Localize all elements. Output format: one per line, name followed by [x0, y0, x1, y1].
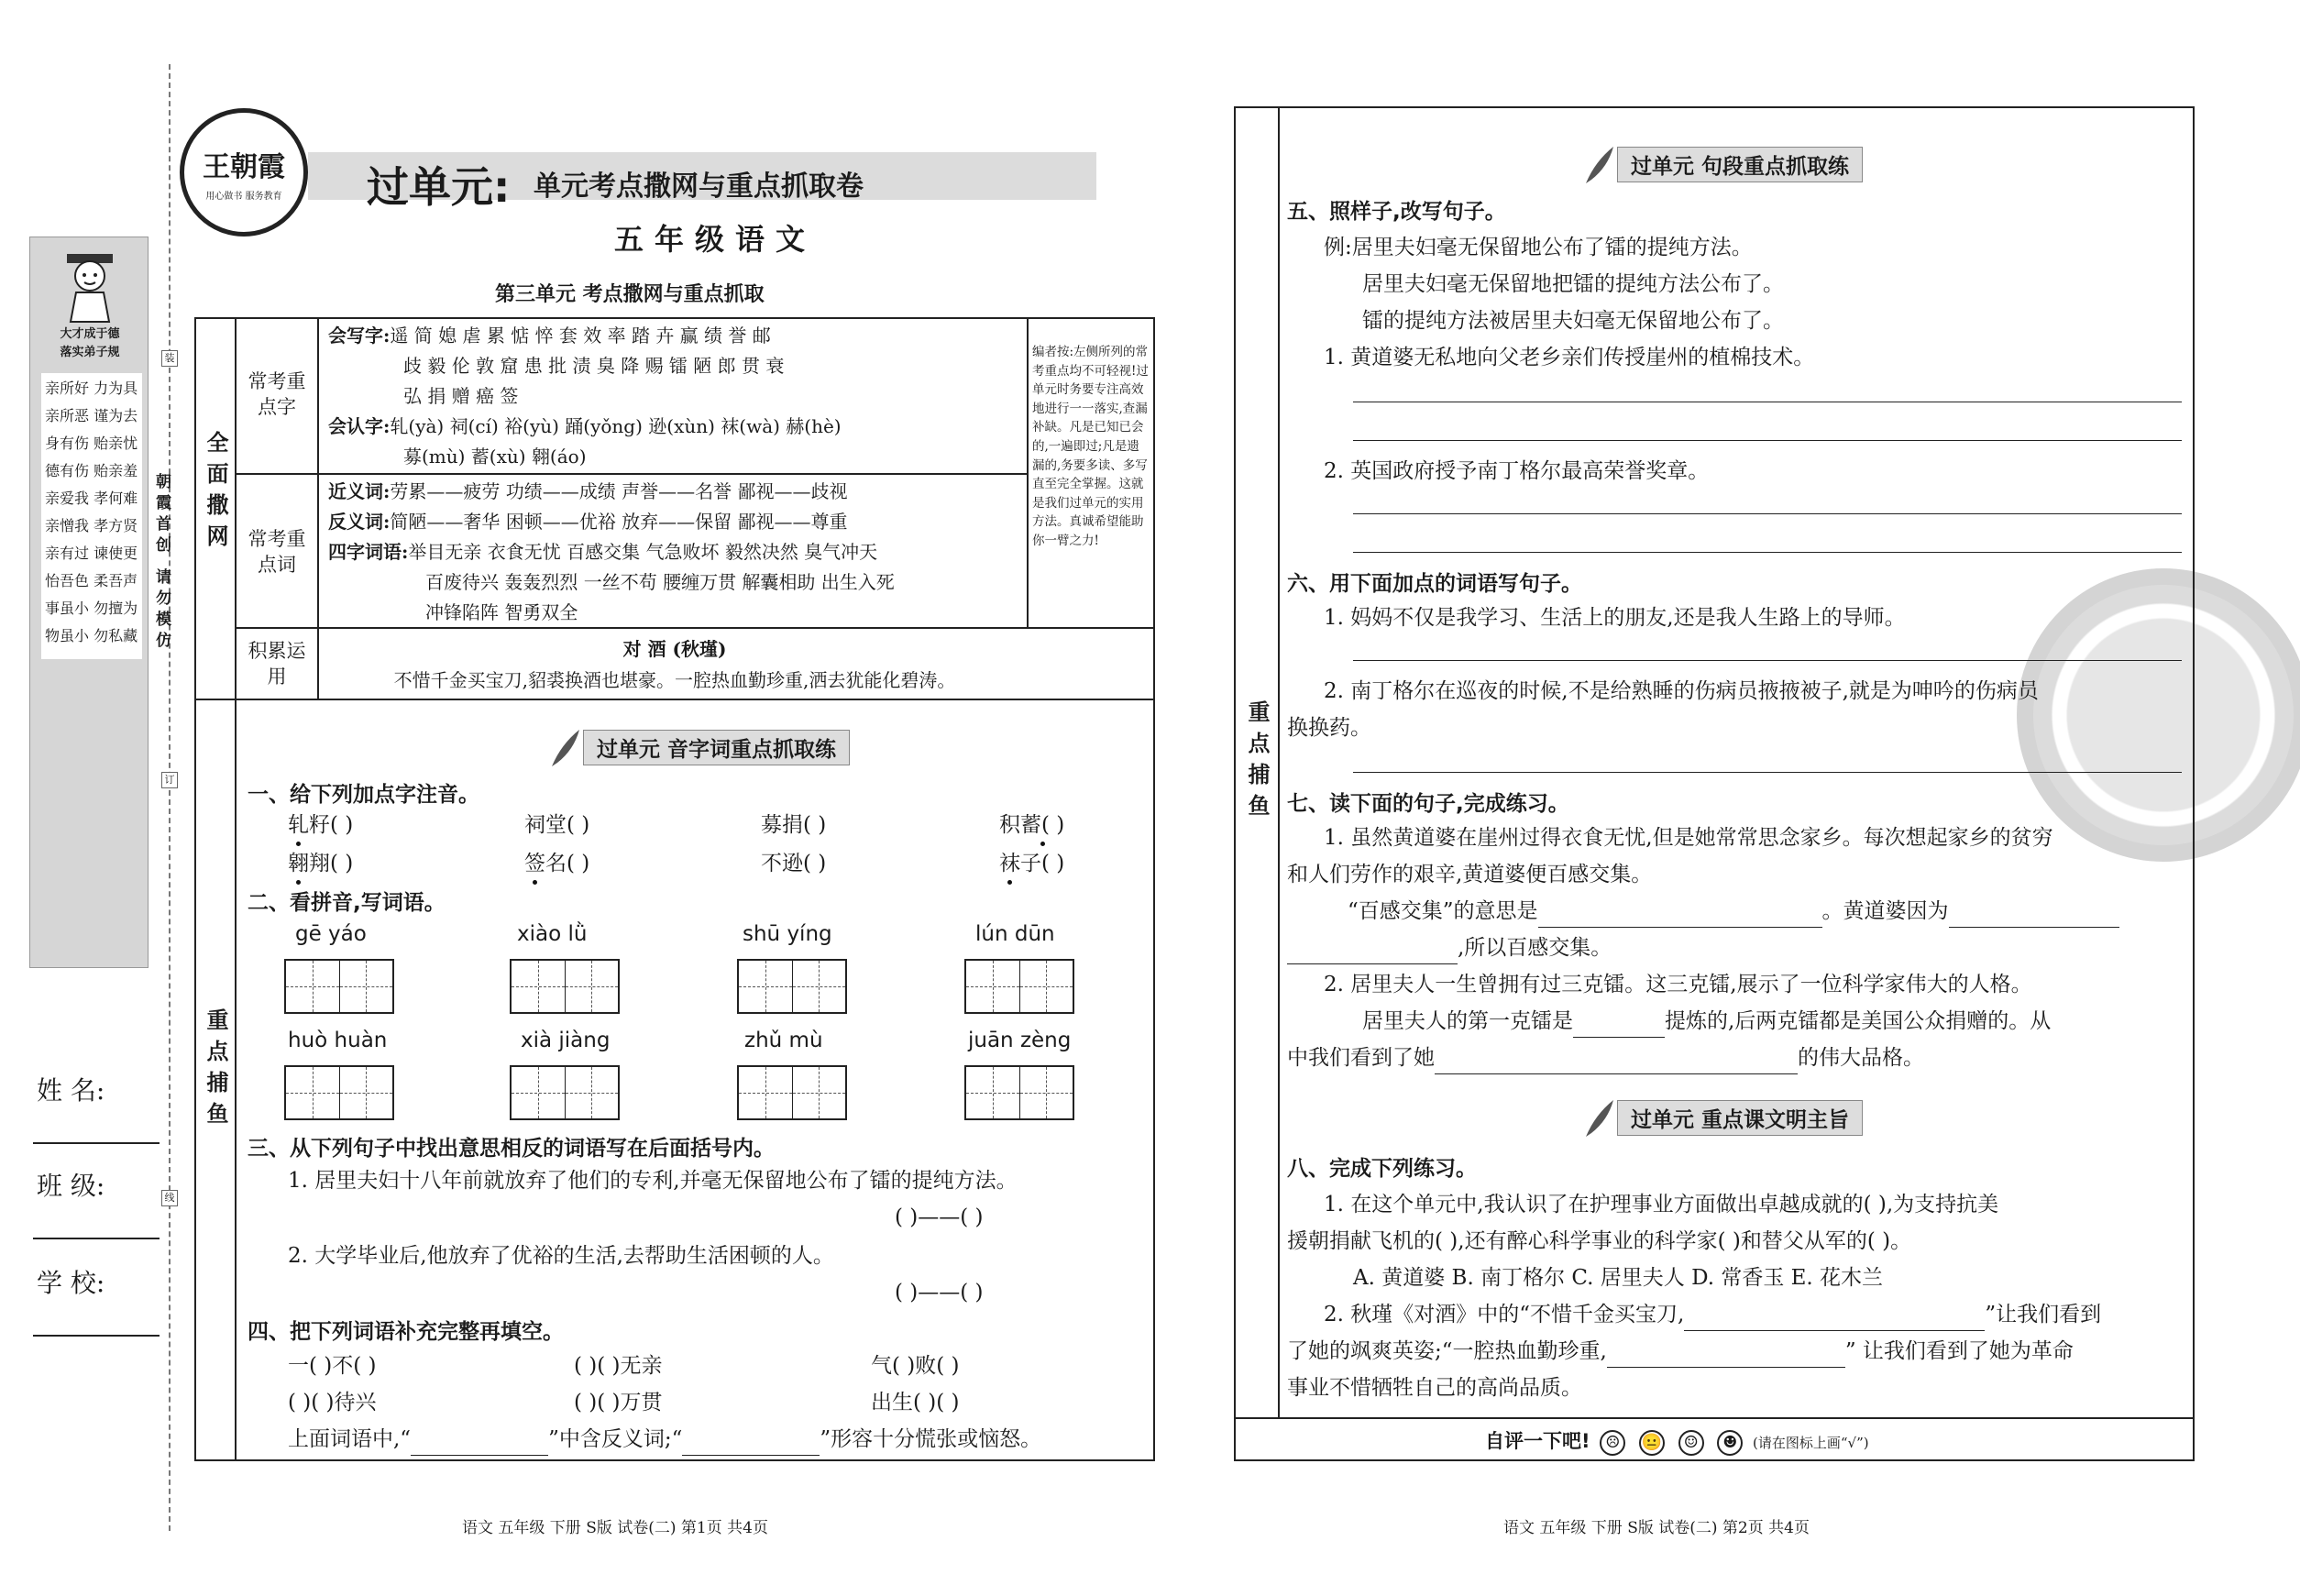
- motto-strip: [29, 237, 149, 968]
- question-5: 五、照样子,改写句子。: [1287, 200, 1506, 224]
- answer-blank[interactable]: [1607, 1367, 1845, 1368]
- q6-sentence: 2. 南丁格尔在巡夜的时候,不是给熟睡的伤病员掖掖被子,就是为呻吟的伤病员: [1324, 679, 2039, 703]
- writing-grid[interactable]: [510, 1065, 620, 1120]
- neutral-face-icon[interactable]: 😐: [1639, 1430, 1665, 1456]
- section-label-key-catch: 重点捕鱼: [203, 1008, 229, 1133]
- answer-line[interactable]: [1353, 513, 2182, 514]
- school-label: 学 校:: [37, 1268, 105, 1298]
- name-label: 姓 名:: [37, 1075, 105, 1106]
- divider: [317, 317, 319, 699]
- answer-blank[interactable]: [1435, 1073, 1798, 1074]
- self-evaluation: 自评一下吧! ☹ 😐 ☺ ☻ (请在图标上画“√”): [1485, 1426, 1869, 1456]
- q7-fill: ,所以百感交集。: [1287, 931, 1612, 964]
- q5-example: 例:居里夫妇毫无保留地公布了镭的提纯方法。: [1324, 236, 1753, 259]
- q1-item[interactable]: 祠堂( ): [524, 813, 590, 837]
- q4-fill-sentence: 上面词语中,“ ”中含反义词;“ ”形容十分慌张或恼怒。: [288, 1423, 1041, 1456]
- idiom-fill[interactable]: ( )( )万贯: [574, 1391, 663, 1414]
- question-3: 三、从下列句子中找出意思相反的词语写在后面括号内。: [248, 1137, 775, 1161]
- verse-line: 亲憎我 孝方贤: [45, 517, 138, 534]
- q8-options: A. 黄道婆 B. 南丁格尔 C. 居里夫人 D. 常香玉 E. 花木兰: [1353, 1266, 1884, 1290]
- answer-line[interactable]: [1353, 440, 2182, 441]
- divider: [235, 473, 1027, 475]
- class-label: 班 级:: [37, 1171, 105, 1201]
- divider: [235, 317, 237, 1461]
- page-footer: 语文 五年级 下册 S版 试卷(二) 第1页 共4页: [462, 1519, 768, 1537]
- verse-line: 德有伤 贻亲羞: [45, 462, 138, 479]
- answer-blank[interactable]: [1684, 1330, 1985, 1331]
- binding-dashed-line: [169, 64, 171, 1531]
- verse-line: 身有伤 贻亲忧: [45, 435, 138, 452]
- dizigui-verses: [41, 373, 142, 659]
- question-8: 八、完成下列练习。: [1287, 1157, 1477, 1181]
- q1-item[interactable]: 签名( ): [524, 847, 589, 880]
- writing-grid[interactable]: [510, 959, 620, 1014]
- pinyin-label: xià jiàng: [521, 1029, 611, 1052]
- antonyms: 反义词:简陋——奢华 困顿——优裕 放弃——保留 鄙视——尊重: [328, 511, 848, 533]
- write-chars: 歧 毅 伦 敦 窟 患 批 渍 臭 降 赐 镭 陋 郎 贯 衰: [403, 355, 785, 377]
- subject-title: 五年级语文: [614, 222, 817, 257]
- q7-fill: 居里夫人的第一克镭是 提炼的,后两克镭都是美国公众捐赠的。从: [1362, 1005, 2051, 1038]
- q8-sentence: 事业不惜牺牲自己的高尚品质。: [1287, 1376, 1582, 1400]
- writing-grid[interactable]: [964, 1065, 1074, 1120]
- verse-line: 亲所好 力为具: [45, 380, 138, 397]
- page-subtitle: 单元考点撒网与重点抓取卷: [534, 171, 864, 203]
- q7-fill: “百感交集”的意思是 。黄道婆因为: [1348, 895, 2119, 928]
- scholar-cartoon-icon: [54, 250, 126, 324]
- page-title: 过单元:: [367, 162, 511, 212]
- q8-fill: 了她的飒爽英姿;“一腔热血勤珍重, ” 让我们看到了她为革命: [1287, 1335, 2074, 1368]
- section-banner: 过单元 音字词重点抓取练: [546, 726, 850, 768]
- q7-passage: 1. 虽然黄道婆在崖州过得衣食无忧,但是她常常思念家乡。每次想起家乡的贫穷: [1324, 826, 2053, 850]
- q5-sentence: 2. 英国政府授予南丁格尔最高荣誉奖章。: [1324, 459, 1710, 483]
- vertical-note: 朝霞首创: [152, 473, 171, 557]
- q6-sentence: 换换药。: [1287, 716, 1371, 740]
- q1-item[interactable]: 积蓄( ): [999, 809, 1064, 842]
- answer-blank[interactable]: [682, 1455, 820, 1456]
- idiom-fill[interactable]: ( )( )无亲: [574, 1354, 663, 1378]
- accum-heading: 积累运用: [248, 640, 306, 688]
- pinyin-label: xiào lǜ: [517, 922, 588, 946]
- answer-blank[interactable]: [1538, 927, 1822, 928]
- name-field[interactable]: [33, 1142, 160, 1144]
- question-7: 七、读下面的句子,完成练习。: [1287, 792, 1569, 816]
- divider: [1234, 1417, 2195, 1419]
- write-chars: 会写字:遥 简 媳 虐 累 惦 悴 套 效 率 踏 卉 赢 绩 誉 邮: [328, 325, 771, 347]
- sad-face-icon[interactable]: ☹: [1600, 1430, 1625, 1456]
- binding-mark: 装: [161, 350, 178, 367]
- q8-sentence: 援朝捐献飞机的( ),还有醉心科学事业的科学家( )和替父从军的( )。: [1287, 1229, 1912, 1253]
- q5-example: 居里夫妇毫无保留地把镭的提纯方法公布了。: [1362, 272, 1784, 296]
- q3-sentence: 1. 居里夫妇十八年前就放弃了他们的专利,并毫无保留地公布了镭的提纯方法。: [288, 1169, 1018, 1193]
- writing-grid[interactable]: [284, 1065, 394, 1120]
- idioms: 百废待兴 轰轰烈烈 一丝不苟 腰缠万贯 解囊相助 出生入死: [425, 571, 895, 593]
- pinyin-label: lún dūn: [975, 922, 1055, 946]
- verse-line: 物虽小 勿私藏: [45, 627, 138, 644]
- q6-sentence: 1. 妈妈不仅是我学习、生活上的朋友,还是我人生路上的导师。: [1324, 606, 1906, 630]
- q1-item[interactable]: 募捐( ): [761, 813, 827, 837]
- feather-icon: [1580, 143, 1617, 185]
- brand-logo: 王朝霞 用心做书 服务教育: [180, 108, 308, 237]
- answer-line[interactable]: [1353, 552, 2182, 553]
- verse-line: 事虽小 勿擅为: [45, 600, 138, 617]
- feather-icon: [546, 726, 583, 768]
- idiom-fill[interactable]: ( )( )待兴: [288, 1391, 377, 1414]
- answer-blank[interactable]: [1287, 963, 1458, 964]
- pinyin-label: shū yíng: [743, 922, 832, 946]
- verse-line: 亲爱我 孝何难: [45, 490, 138, 507]
- write-chars: 弘 捐 赠 癌 签: [403, 385, 519, 407]
- q7-passage: 和人们劳作的艰辛,黄道婆便百感交集。: [1287, 863, 1653, 886]
- read-chars: 会认字:轧(yà) 祠(cí) 裕(yù) 踊(yǒng) 逊(xùn) 袜(wà) 赫(hè): [328, 415, 842, 437]
- verse-line: 怡吾色 柔吾声: [45, 572, 138, 589]
- binding-mark: 订: [161, 772, 178, 788]
- q3-sentence: 2. 大学毕业后,他放弃了优裕的生活,去帮助生活困顿的人。: [288, 1244, 834, 1268]
- verse-line: 亲所恶 谨为去: [45, 407, 138, 424]
- q8-fill: 2. 秋瑾《对酒》中的“不惜千金买宝刀, ”让我们看到: [1324, 1298, 2101, 1331]
- pinyin-label: gē yáo: [295, 922, 367, 946]
- verse-line: 亲有过 谏使更: [45, 545, 138, 562]
- happy-face-icon[interactable]: ☻: [1717, 1430, 1743, 1456]
- question-4: 四、把下列词语补充完整再填空。: [248, 1320, 564, 1344]
- words-heading: 常考重点词: [248, 528, 306, 576]
- section-label-key-catch: 重点捕鱼: [1244, 700, 1271, 825]
- pinyin-label: huò huàn: [288, 1029, 388, 1052]
- divider: [1027, 317, 1029, 627]
- answer-line[interactable]: [1353, 660, 2182, 661]
- poem-title: 对 酒 (秋瑾): [622, 638, 727, 660]
- q5-example: 镭的提纯方法被居里夫妇毫无保留地公布了。: [1362, 309, 1784, 333]
- read-chars: 募(mù) 蓄(xù) 翱(áo): [403, 446, 587, 468]
- q3-answer-blank[interactable]: ( )——( ): [895, 1205, 984, 1229]
- answer-blank[interactable]: [411, 1455, 548, 1456]
- pinyin-label: zhǔ mù: [744, 1029, 823, 1052]
- divider: [235, 627, 1155, 629]
- idiom-fill[interactable]: 出生( )( ): [871, 1391, 960, 1414]
- section-banner: 过单元 重点课文明主旨: [1580, 1096, 1863, 1139]
- chars-heading: 常考重点字: [248, 370, 306, 418]
- question-6: 六、用下面加点的词语写句子。: [1287, 572, 1582, 596]
- pinyin-label: juān zèng: [968, 1029, 1072, 1052]
- q5-sentence: 1. 黄道婆无私地向父老乡亲们传授崖州的植棉技术。: [1324, 346, 1815, 369]
- q1-item[interactable]: 袜子( ): [999, 847, 1064, 880]
- idiom-fill[interactable]: 气( )败( ): [871, 1354, 960, 1378]
- q3-answer-blank[interactable]: ( )——( ): [895, 1281, 984, 1304]
- q1-item[interactable]: 翱翔( ): [288, 847, 353, 880]
- question-2: 二、看拼音,写词语。: [248, 891, 446, 915]
- divider: [194, 699, 1155, 700]
- section-banner: 过单元 句段重点抓取练: [1580, 143, 1863, 185]
- smile-face-icon[interactable]: ☺: [1678, 1430, 1704, 1456]
- q1-item[interactable]: 轧籽( ): [288, 809, 353, 842]
- q7-passage: 2. 居里夫人一生曾拥有过三克镭。这三克镭,展示了一位科学家伟大的人格。: [1324, 973, 2032, 996]
- answer-blank[interactable]: [1949, 927, 2119, 928]
- synonyms: 近义词:劳累——疲劳 功绩——成绩 声誉——名誉 鄙视——歧视: [328, 480, 848, 502]
- class-field[interactable]: [33, 1238, 160, 1239]
- vertical-note: 请勿模仿: [152, 568, 171, 653]
- idiom-fill[interactable]: 一( )不( ): [288, 1354, 377, 1378]
- idioms: 四字词语:举目无亲 衣食无忧 百感交集 气急败坏 毅然决然 臭气冲天: [328, 541, 878, 563]
- unit-title: 第三单元 考点撒网与重点抓取: [495, 283, 765, 306]
- motto: 大才成于德 落实弟子规: [60, 327, 120, 359]
- q8-sentence: 1. 在这个单元中,我认识了在护理事业方面做出卓越成就的( ),为支持抗美: [1324, 1193, 1999, 1216]
- divider: [1278, 106, 1280, 1417]
- q1-item[interactable]: 不逊( ): [761, 852, 827, 875]
- answer-line[interactable]: [1353, 772, 2182, 773]
- section-label-full-net: 全面撒网: [203, 431, 229, 556]
- idioms: 冲锋陷阵 智勇双全: [425, 601, 578, 623]
- writing-grid[interactable]: [964, 959, 1074, 1014]
- writing-grid[interactable]: [737, 959, 847, 1014]
- writing-grid[interactable]: [737, 1065, 847, 1120]
- q7-fill: 中我们看到了她 的伟大品格。: [1287, 1041, 1924, 1074]
- page-footer: 语文 五年级 下册 S版 试卷(二) 第2页 共4页: [1503, 1519, 1810, 1537]
- editor-note: 编者按:左侧所列的常考重点均不可轻视!过单元时务要专注高效地进行一一落实,查漏补缺。凡是已知已会的,一遍即过;凡是遗漏的,务要多读、多写直至完全掌握。这就是我们过单元的实用方法。真诚希望能助你一臂之力!: [1032, 345, 1149, 548]
- school-field[interactable]: [33, 1335, 160, 1337]
- binding-mark: 线: [161, 1190, 178, 1206]
- poem-text: 不惜千金买宝刀,貂裘换酒也堪豪。一腔热血勤珍重,洒去犹能化碧涛。: [393, 669, 956, 691]
- writing-grid[interactable]: [284, 959, 394, 1014]
- answer-blank[interactable]: [1573, 1037, 1665, 1038]
- question-1: 一、给下列加点字注音。: [248, 783, 479, 807]
- feather-icon: [1580, 1096, 1617, 1139]
